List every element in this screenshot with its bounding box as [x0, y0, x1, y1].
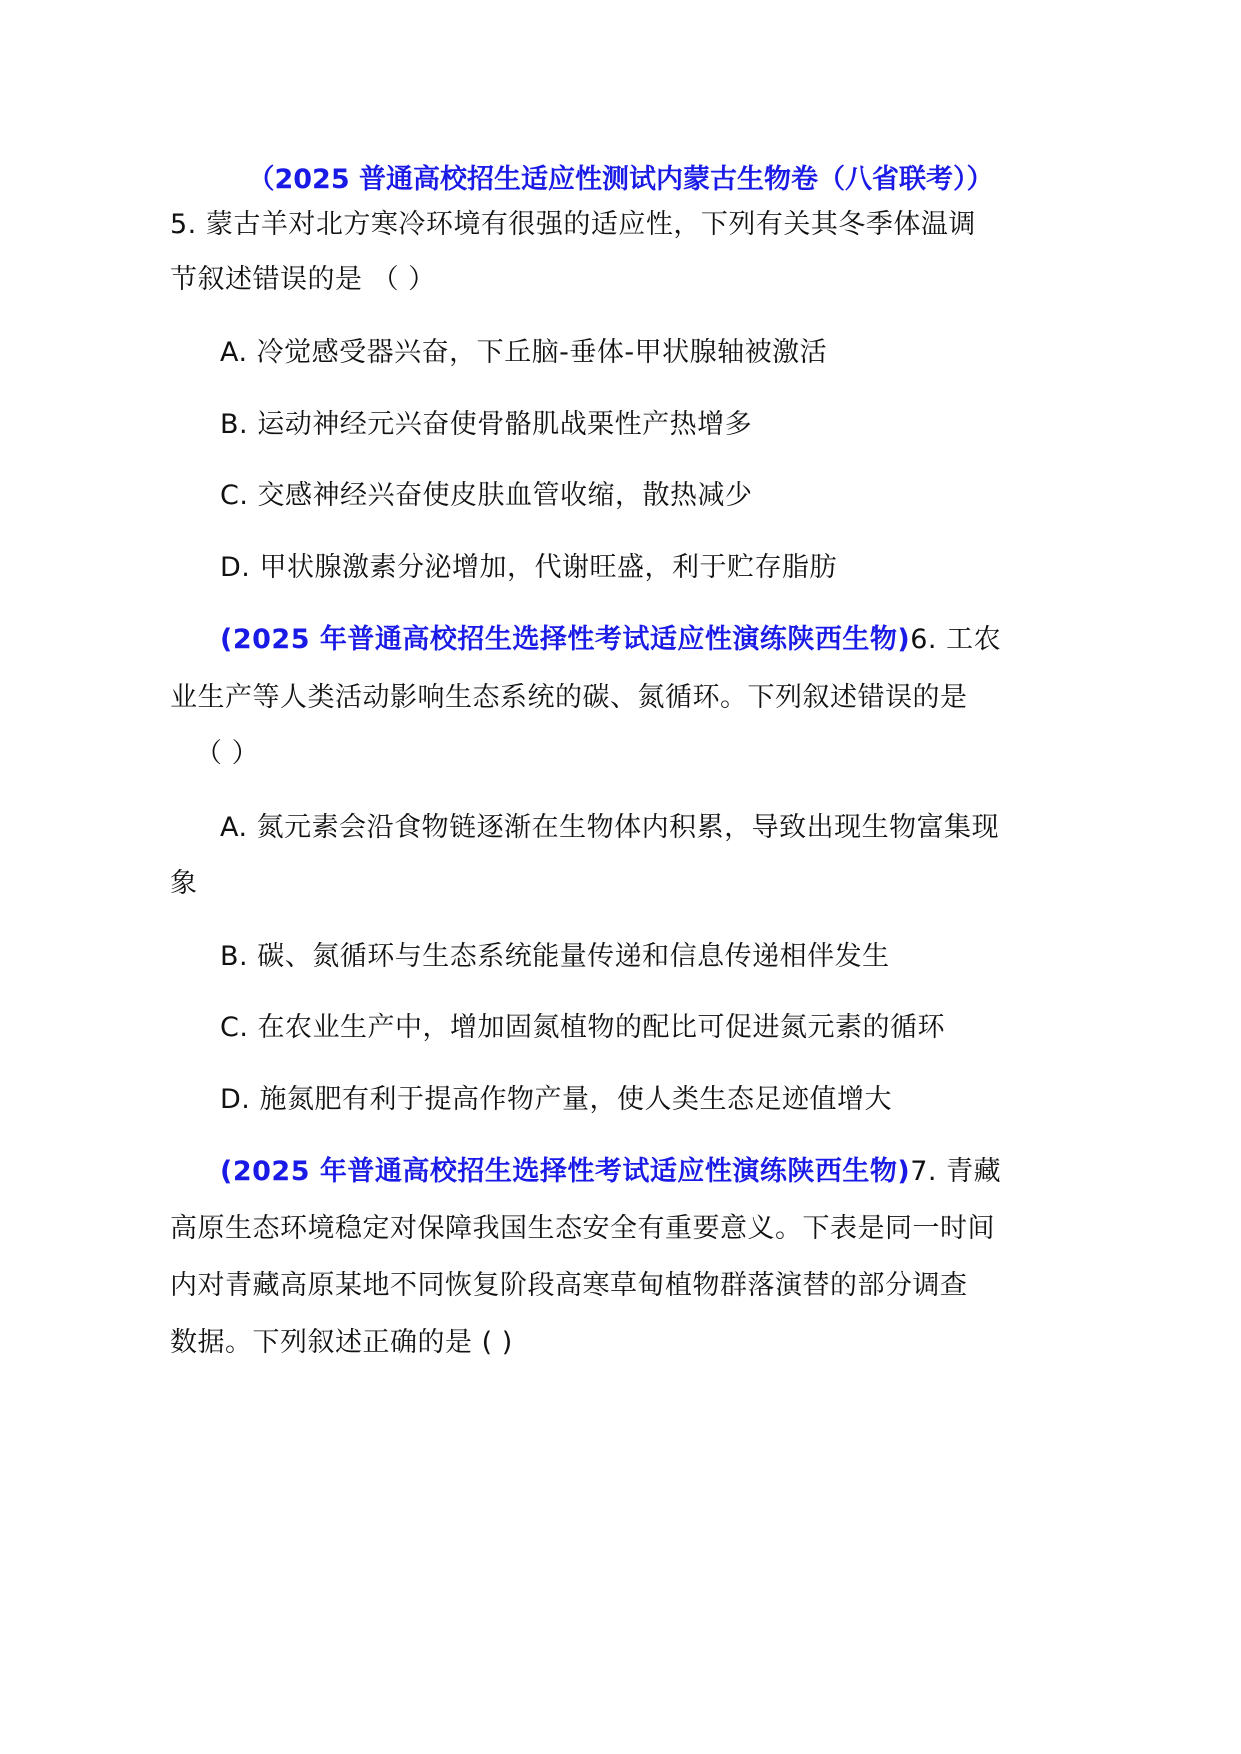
- q5-stem-line1: 5. 蒙古羊对北方寒冷环境有很强的适应性，下列有关其冬季体温调: [170, 209, 976, 240]
- q6-stem-start: 6. 工农: [910, 624, 1002, 655]
- q7-source: (2025 年普通高校招生选择性考试适应性演练陕西生物): [220, 1156, 911, 1187]
- q6-option-a-line2: 象: [170, 868, 198, 899]
- q6-stem-line2: 业生产等人类活动影响生态系统的碳、氮循环。下列叙述错误的是: [170, 682, 968, 713]
- q6-stem-line3: （ ）: [195, 738, 260, 769]
- q6-option-a-line1: A. 氮元素会沿食物链逐渐在生物体内积累，导致出现生物富集现: [220, 812, 1000, 843]
- q6-option-d: D. 施氮肥有利于提高作物产量，使人类生态足迹值增大: [220, 1084, 892, 1115]
- page-title: （2025 普通高校招生适应性测试内蒙古生物卷（八省联考））: [247, 164, 994, 195]
- q7-stem-start: 7. 青藏: [910, 1156, 1002, 1187]
- q7-stem-line3: 内对青藏高原某地不同恢复阶段高寒草甸植物群落演替的部分调查: [170, 1270, 968, 1301]
- q5-option-c: C. 交感神经兴奋使皮肤血管收缩，散热减少: [220, 480, 753, 511]
- q6-option-c: C. 在农业生产中，增加固氮植物的配比可促进氮元素的循环: [220, 1012, 946, 1043]
- q6-source: (2025 年普通高校招生选择性考试适应性演练陕西生物): [220, 624, 911, 655]
- q7-stem-line4: 数据。下列叙述正确的是 ( ): [170, 1327, 513, 1358]
- q7-stem-line2: 高原生态环境稳定对保障我国生态安全有重要意义。下表是同一时间: [170, 1213, 995, 1244]
- q5-option-a: A. 冷觉感受器兴奋，下丘脑-垂体-甲状腺轴被激活: [220, 337, 828, 368]
- q5-stem-line2: 节叙述错误的是 （ ）: [170, 264, 436, 295]
- q6-stem-line1: [220, 622, 1001, 658]
- q7-stem-line1: [220, 1154, 1001, 1190]
- q6-option-b: B. 碳、氮循环与生态系统能量传递和信息传递相伴发生: [220, 941, 890, 972]
- q5-option-d: D. 甲状腺激素分泌增加，代谢旺盛，利于贮存脂肪: [220, 552, 837, 583]
- q5-option-b: B. 运动神经元兴奋使骨骼肌战栗性产热增多: [220, 409, 753, 440]
